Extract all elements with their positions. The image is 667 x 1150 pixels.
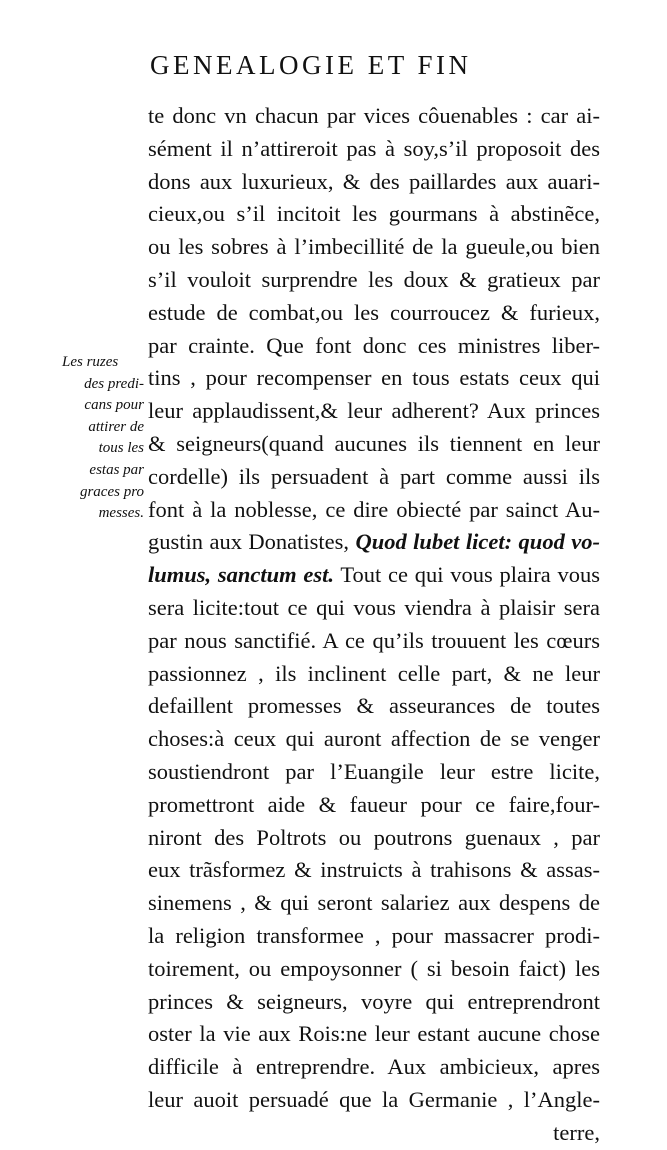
line-text: difficile à entreprendre. Aux ambicieux, apres (148, 1054, 600, 1080)
margin-note (62, 352, 144, 525)
text-line (148, 362, 600, 395)
text-line (148, 526, 600, 559)
line-text: par nous sanctifié. A ce qu’ils trouuent les cœurs (148, 627, 600, 653)
line-text: dons aux luxurieux, & des paillardes aux auari- (148, 168, 600, 194)
text-line (148, 690, 600, 723)
text-line (148, 231, 600, 264)
text-line (148, 166, 600, 199)
text-line (148, 494, 600, 527)
line-text: terre, (553, 1119, 600, 1145)
margin-note-line: des predi- (84, 375, 144, 392)
line-text: soustiendront par l’Euangile leur estre licite, (148, 758, 600, 784)
text-line (148, 198, 600, 231)
line-text: choses:à ceux qui auront affection de se venger (148, 726, 600, 752)
text-line (148, 822, 600, 855)
line-text: font à la noblesse, ce dire obiecté par sainct Au- (148, 496, 600, 522)
line-text: cieux,ou s’il incitoit les gourmans à abstinẽce, (148, 201, 600, 227)
text-line (148, 1117, 600, 1150)
line-text: oster la vie aux Rois:ne leur estant aucune chose (148, 1021, 600, 1047)
text-line (148, 920, 600, 953)
text-line (148, 461, 600, 494)
margin-note-line: cans pour (84, 397, 144, 414)
line-text: Tout ce qui vous plaira vous (334, 562, 600, 588)
body-text (148, 100, 600, 1150)
latin-quote: Quod lubet licet: quod vo- (355, 529, 600, 555)
line-text: te donc vn chacun par vices côuenables : car ai- (148, 103, 600, 128)
text-line (148, 330, 600, 363)
line-text: & seigneurs(quand aucunes ils tiennent en leur (148, 430, 600, 456)
margin-note-line: Les ruzes (62, 354, 119, 370)
line-text: princes & seigneurs, voyre qui entreprendront (148, 988, 600, 1014)
line-text: leur auoit persuadé que la Germanie , l’Angle- (148, 1086, 600, 1112)
line-text: promettront aide & faueur pour ce faire,four- (148, 791, 600, 817)
margin-note-line: messes. (98, 505, 144, 522)
text-line (148, 723, 600, 756)
margin-note-line: graces pro (79, 483, 144, 500)
line-text: tins , pour recompenser en tous estats ceux qui (148, 365, 600, 391)
text-line (148, 887, 600, 920)
line-text: sinemens , & qui seront salariez aux despens de (148, 890, 600, 916)
margin-note-line: estas par (89, 461, 144, 478)
line-text: leur applaudissent,& leur adherent? Aux princes (148, 398, 600, 424)
text-line (148, 395, 600, 428)
line-text: estude de combat,ou les courroucez & furieux, (148, 299, 600, 325)
text-line (148, 625, 600, 658)
line-text: la religion transformee , pour massacrer prodi- (148, 922, 600, 948)
line-text: gustin aux Donatistes, (148, 529, 356, 555)
text-line (148, 264, 600, 297)
text-line (148, 1051, 600, 1084)
latin-quote: lumus, sanctum est. (148, 562, 335, 588)
text-line (148, 658, 600, 691)
text-line (148, 1018, 600, 1051)
text-line (148, 953, 600, 986)
text-line (148, 100, 600, 133)
text-line (148, 986, 600, 1019)
line-text: s’il vouloit surprendre les doux & gratieux par (148, 266, 600, 292)
text-line (148, 559, 600, 592)
running-head: GENEALOGIE ET FIN (150, 50, 472, 80)
text-line (148, 428, 600, 461)
text-line (148, 1084, 600, 1117)
margin-note-line: attirer de (88, 418, 144, 435)
text-line (148, 854, 600, 887)
line-text: toirement, ou empoysonner ( si besoin faict) les (148, 955, 600, 981)
line-text: defaillent promesses & asseurances de toutes (148, 693, 600, 719)
text-line (148, 592, 600, 625)
text-line (148, 789, 600, 822)
line-text: sera licite:tout ce qui vous viendra à plaisir sera (148, 594, 600, 620)
line-text: eux trãsformez & instruicts à trahisons & assas- (148, 857, 600, 883)
line-text: cordelle) ils persuadent à part comme aussi ils (148, 463, 600, 489)
text-line (148, 756, 600, 789)
line-text: sément il n’attireroit pas à soy,s’il proposoit des (148, 135, 600, 161)
text-line (148, 297, 600, 330)
margin-note-line: tous les (98, 440, 144, 457)
text-line (148, 133, 600, 166)
line-text: par crainte. Que font donc ces ministres liber- (148, 332, 600, 358)
line-text: passionnez , ils inclinent celle part, & ne leur (148, 660, 600, 686)
line-text: ou les sobres à l’imbecillité de la gueule,ou bien (148, 234, 600, 260)
line-text: niront des Poltrots ou poutrons guenaux , par (148, 824, 600, 850)
